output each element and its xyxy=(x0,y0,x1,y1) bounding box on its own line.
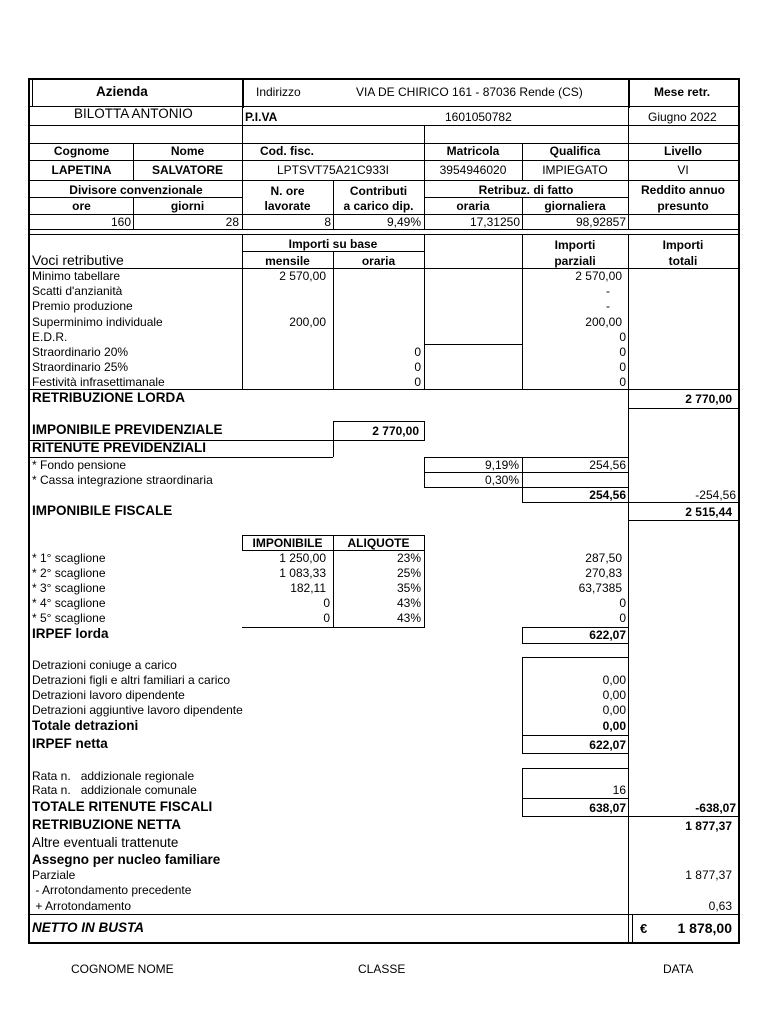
qualifica-label: Qualifica xyxy=(549,144,601,158)
totale-ritenute-totale: -638,07 xyxy=(695,801,736,815)
retribuzione-lorda-value: 2 770,00 xyxy=(685,392,732,406)
voce-label: Festività infrasettimanale xyxy=(32,375,165,389)
voce-oraria: 0 xyxy=(414,360,421,374)
scaglione-imponibile: 1 083,33 xyxy=(279,566,326,580)
azienda-label: Azienda xyxy=(96,84,148,99)
importi-parziali-label-2: parziali xyxy=(554,254,596,268)
frame-top xyxy=(28,78,740,80)
voce-parziale: 0 xyxy=(619,330,626,344)
footer-data: DATA xyxy=(663,962,694,976)
fondo-perc: 9,19% xyxy=(484,458,519,472)
addizionale-comunale-label: Rata n. addizionale comunale xyxy=(32,783,197,797)
nome-value: SALVATORE xyxy=(151,163,224,177)
importi-base-label: Importi su base xyxy=(288,237,378,251)
detrazione-label: Detrazioni aggiuntive lavoro dipendente xyxy=(32,703,243,717)
nore-label: N. ore xyxy=(270,184,305,198)
totale-ritenute-label: TOTALE RITENUTE FISCALI xyxy=(32,799,213,814)
nore-value: 8 xyxy=(324,215,331,229)
ritenute-prev-totale: -254,56 xyxy=(695,488,736,502)
irpef-lorda-label: IRPEF lorda xyxy=(32,626,109,641)
scaglione-label: * 5° scaglione xyxy=(32,611,106,625)
piva-label: P.I.VA xyxy=(245,110,278,124)
voce-parziale: 2 570,00 xyxy=(575,269,622,283)
scaglione-valore: 0 xyxy=(619,596,626,610)
scaglione-valore: 0 xyxy=(619,611,626,625)
scaglione-label: * 3° scaglione xyxy=(32,581,106,595)
aliquote-col-label: ALIQUOTE xyxy=(347,536,410,550)
scaglione-aliquota: 23% xyxy=(396,551,421,565)
fondo-label: * Fondo pensione xyxy=(32,458,127,472)
ore-label: ore xyxy=(72,199,91,213)
voce-label: Scatti d'anzianità xyxy=(32,284,123,298)
scaglione-valore: 270,83 xyxy=(585,566,622,580)
scaglione-aliquota: 25% xyxy=(396,566,421,580)
voce-label: E.D.R. xyxy=(32,330,68,344)
euro-symbol: € xyxy=(640,921,648,936)
detrazione-label: Detrazioni coniuge a carico xyxy=(32,658,177,672)
cognome-value: LAPETINA xyxy=(51,163,112,177)
scaglione-aliquota: 43% xyxy=(396,596,421,610)
voce-label: Minimo tabellare xyxy=(32,269,121,283)
mese-value: Giugno 2022 xyxy=(648,110,717,124)
scaglione-label: * 1° scaglione xyxy=(32,551,106,565)
ritenute-prev-parziale: 254,56 xyxy=(589,488,626,502)
detrazione-label: Detrazioni figli e altri familiari a carico xyxy=(32,673,231,687)
contributi-label-2: a carico dip. xyxy=(343,199,414,213)
totale-detrazioni-label: Totale detrazioni xyxy=(32,718,139,733)
retribuzione-lorda-label: RETRIBUZIONE LORDA xyxy=(32,390,185,405)
scaglione-imponibile: 1 250,00 xyxy=(279,551,326,565)
imponibile-prev-value: 2 770,00 xyxy=(372,424,419,438)
cassa-label: * Cassa integrazione straordinaria xyxy=(32,473,213,487)
voce-oraria: 0 xyxy=(414,345,421,359)
mensile-label: mensile xyxy=(265,254,310,268)
voce-parziale: 0 xyxy=(619,375,626,389)
retribuz-label: Retribuz. di fatto xyxy=(478,183,574,197)
scaglione-label: * 2° scaglione xyxy=(32,566,106,580)
cassa-perc: 0,30% xyxy=(484,473,519,487)
irpef-lorda-value: 622,07 xyxy=(589,628,626,642)
oraria-col-label: oraria xyxy=(361,254,396,268)
addizionale-regionale-label: Rata n. addizionale regionale xyxy=(32,769,195,783)
scaglione-imponibile: 182,11 xyxy=(290,581,326,595)
totale-ritenute-parziale: 638,07 xyxy=(589,801,626,815)
voce-oraria: 0 xyxy=(414,375,421,389)
retribuzione-netta-label: RETRIBUZIONE NETTA xyxy=(32,817,181,832)
azienda-value: BILOTTA ANTONIO xyxy=(74,106,193,121)
indirizzo-value: VIA DE CHIRICO 161 - 87036 Rende (CS) xyxy=(356,85,583,99)
contributi-label: Contributi xyxy=(349,184,408,198)
giorni-value: 28 xyxy=(225,215,239,229)
parziale-value: 1 877,37 xyxy=(685,868,732,882)
imponibile-fiscale-label: IMPONIBILE FISCALE xyxy=(32,503,173,518)
matricola-value: 3954946020 xyxy=(439,163,507,177)
codfisc-label: Cod. fisc. xyxy=(260,144,315,158)
arrotondamento-precedente-label: - Arrotondamento precedente xyxy=(32,883,192,897)
contributi-value: 9,49% xyxy=(386,215,421,229)
frame-bottom xyxy=(28,942,740,944)
ore-value: 160 xyxy=(110,215,131,229)
retribuzione-netta-value: 1 877,37 xyxy=(685,819,732,833)
imponibile-fiscale-value: 2 515,44 xyxy=(685,505,732,519)
voce-label: Straordinario 20% xyxy=(32,345,129,359)
indirizzo-label: Indirizzo xyxy=(256,85,301,99)
voce-mensile: 200,00 xyxy=(289,315,326,329)
giorni-label: giorni xyxy=(170,199,205,213)
scaglione-imponibile: 0 xyxy=(323,596,330,610)
voce-parziale: - xyxy=(606,284,610,298)
voce-label: Straordinario 25% xyxy=(32,360,129,374)
netto-in-busta-value: 1 878,00 xyxy=(677,920,732,936)
fondo-val: 254,56 xyxy=(589,458,626,472)
scaglione-label: * 4° scaglione xyxy=(32,596,106,610)
detrazione-label: Detrazioni lavoro dipendente xyxy=(32,688,185,702)
voce-mensile: 2 570,00 xyxy=(279,269,326,283)
ritenute-prev-label: RITENUTE PREVIDENZIALI xyxy=(32,440,207,455)
assegno-label: Assegno per nucleo familiare xyxy=(32,852,221,867)
nore-label-2: lavorate xyxy=(264,199,311,213)
imponibile-col-label: IMPONIBILE xyxy=(252,536,323,550)
piva-value: 1601050782 xyxy=(445,110,512,124)
giornaliera-value: 98,92857 xyxy=(575,215,626,229)
divisore-label: Divisore convenzionale xyxy=(69,183,203,197)
arrotondamento-value: 0,63 xyxy=(708,899,732,913)
footer-classe: CLASSE xyxy=(358,962,406,976)
detrazione-value: 0,00 xyxy=(602,673,626,687)
cognome-label: Cognome xyxy=(53,144,110,158)
livello-label: Livello xyxy=(663,144,702,158)
voce-parziale: 200,00 xyxy=(585,315,622,329)
reddito-label: Reddito annuo xyxy=(641,183,725,197)
importi-totali-label: Importi xyxy=(662,238,704,252)
matricola-label: Matricola xyxy=(446,144,500,158)
qualifica-value: IMPIEGATO xyxy=(542,163,608,177)
giornaliera-label: giornaliera xyxy=(544,199,606,213)
arrotondamento-label: + Arrotondamento xyxy=(32,899,132,913)
voce-label: Premio produzione xyxy=(32,299,133,313)
importi-parziali-label: Importi xyxy=(554,238,596,252)
voci-title: Voci retributive xyxy=(32,252,124,268)
frame-right xyxy=(738,78,740,944)
voce-parziale: 0 xyxy=(619,345,626,359)
scaglione-aliquota: 35% xyxy=(396,581,421,595)
netto-in-busta-label: NETTO IN BUSTA xyxy=(32,920,145,935)
livello-value: VI xyxy=(677,163,689,177)
scaglione-imponibile: 0 xyxy=(323,611,330,625)
importi-totali-label-2: totali xyxy=(668,254,698,268)
voce-label: Superminimo individuale xyxy=(32,315,163,329)
totale-detrazioni-value: 0,00 xyxy=(602,719,626,733)
footer-cognome-nome: COGNOME NOME xyxy=(71,962,174,976)
voce-parziale: 0 xyxy=(619,360,626,374)
mese-label: Mese retr. xyxy=(654,85,711,99)
detrazione-value: 0,00 xyxy=(602,703,626,717)
voce-parziale: - xyxy=(606,299,610,313)
imponibile-prev-label: IMPONIBILE PREVIDENZIALE xyxy=(32,422,223,437)
irpef-netta-value: 622,07 xyxy=(589,738,626,752)
oraria-value: 17,31250 xyxy=(469,215,520,229)
addizionale-comunale-value: 16 xyxy=(612,783,626,797)
reddito-label-2: presunto xyxy=(657,199,709,213)
scaglione-aliquota: 43% xyxy=(396,611,421,625)
altre-trattenute-label: Altre eventuali trattenute xyxy=(32,835,179,850)
oraria-label: oraria xyxy=(456,199,490,213)
nome-label: Nome xyxy=(170,144,205,158)
parziale-label: Parziale xyxy=(32,868,76,882)
codfisc-value: LPTSVT75A21C933I xyxy=(276,163,390,177)
detrazione-value: 0,00 xyxy=(602,688,626,702)
scaglione-valore: 287,50 xyxy=(585,551,622,565)
irpef-netta-label: IRPEF netta xyxy=(32,736,108,751)
scaglione-valore: 63,7385 xyxy=(578,581,622,595)
